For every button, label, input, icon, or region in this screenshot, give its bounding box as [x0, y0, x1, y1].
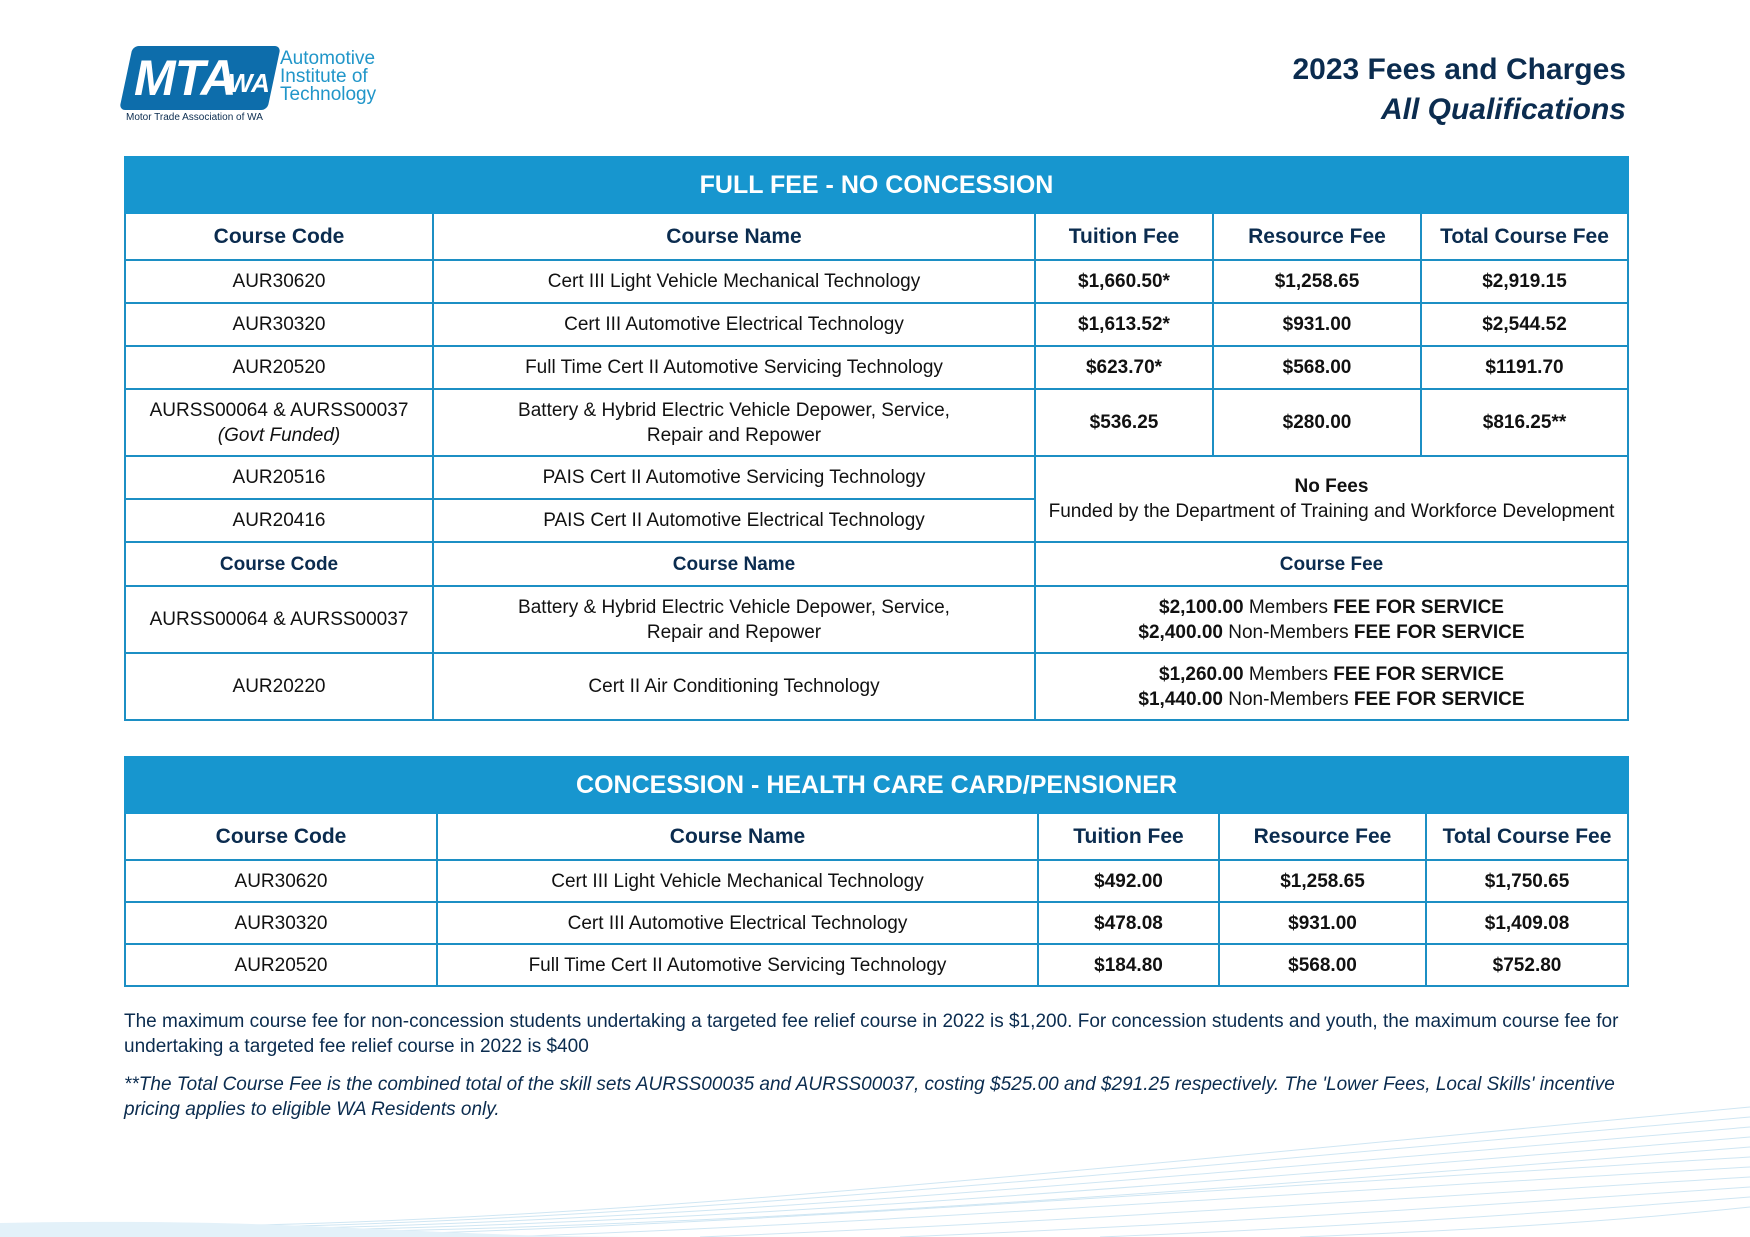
course-name: Cert III Automotive Electrical Technology [433, 303, 1035, 346]
course-code: AURSS00064 & AURSS00037 [125, 586, 433, 653]
resource-fee: $931.00 [1219, 902, 1426, 944]
course-name-line1: Battery & Hybrid Electric Vehicle Depower, Service, [518, 596, 950, 618]
course-name: PAIS Cert II Automotive Electrical Technology [433, 499, 1035, 542]
total-course-fee: $1191.70 [1421, 346, 1628, 389]
non-members-price: $1,440.00 [1138, 688, 1223, 710]
header-tuition-fee: Tuition Fee [1038, 813, 1219, 860]
course-fee [1035, 586, 1628, 653]
members-label: Members [1248, 663, 1329, 685]
fee-for-service-label: FEE FOR SERVICE [1353, 688, 1525, 710]
header-course-code: Course Code [125, 213, 433, 260]
tuition-fee: $1,660.50* [1035, 260, 1213, 303]
total-course-fee: $2,919.15 [1421, 260, 1628, 303]
logo-institute-name [280, 50, 376, 104]
course-name: PAIS Cert II Automotive Servicing Technology [433, 456, 1035, 499]
table-row [125, 902, 1628, 944]
resource-fee: $1,258.65 [1213, 260, 1421, 303]
logo-mark: MTA [134, 50, 236, 106]
title-line2: All Qualifications [1380, 93, 1626, 126]
table-row [125, 860, 1628, 902]
logo-tagline: Motor Trade Association of WA [126, 112, 263, 123]
tuition-fee: $1,613.52* [1035, 303, 1213, 346]
no-fees-cell [1035, 456, 1628, 542]
document-title [1292, 50, 1626, 130]
course-code: AUR20520 [125, 944, 437, 986]
tuition-fee: $536.25 [1035, 389, 1213, 456]
resource-fee: $931.00 [1213, 303, 1421, 346]
course-fee [1035, 653, 1628, 720]
course-name [433, 586, 1035, 653]
non-members-fee-line [1042, 687, 1621, 712]
course-name: Full Time Cert II Automotive Servicing Technology [437, 944, 1038, 986]
course-name: Cert III Light Vehicle Mechanical Technology [433, 260, 1035, 303]
logo-mark-suffix: WA [228, 68, 270, 98]
full-fee-header-row [125, 213, 1628, 260]
concession-banner: CONCESSION - HEALTH CARE CARD/PENSIONER [125, 757, 1628, 813]
course-code-value: AURSS00064 & AURSS00037 [149, 399, 409, 421]
header-total-course-fee: Total Course Fee [1426, 813, 1628, 860]
course-code: AUR30320 [125, 303, 433, 346]
concession-table [124, 756, 1629, 987]
course-name: Cert II Air Conditioning Technology [433, 653, 1035, 720]
full-fee-table [124, 156, 1629, 721]
total-course-fee: $1,750.65 [1426, 860, 1628, 902]
header-resource-fee: Resource Fee [1219, 813, 1426, 860]
header-course-code: Course Code [125, 542, 433, 586]
resource-fee: $568.00 [1213, 346, 1421, 389]
resource-fee: $1,258.65 [1219, 860, 1426, 902]
logo-name-line2: Institute of [280, 66, 368, 87]
header-resource-fee: Resource Fee [1213, 213, 1421, 260]
table-row [125, 260, 1628, 303]
course-name: Cert III Light Vehicle Mechanical Technology [437, 860, 1038, 902]
total-course-fee: $1,409.08 [1426, 902, 1628, 944]
full-fee-banner: FULL FEE - NO CONCESSION [125, 157, 1628, 213]
course-code: AUR20520 [125, 346, 433, 389]
non-members-label: Non-Members [1228, 688, 1349, 710]
table-row [125, 389, 1628, 456]
course-name-line2: Repair and Repower [646, 621, 822, 643]
header-course-name: Course Name [433, 213, 1035, 260]
fee-for-service-label: FEE FOR SERVICE [1333, 663, 1504, 685]
fee-for-service-header-row [125, 542, 1628, 586]
header-course-fee: Course Fee [1035, 542, 1628, 586]
tuition-fee: $478.08 [1038, 902, 1219, 944]
no-fees-subtitle: Funded by the Department of Training and Workforce Development [1048, 501, 1615, 522]
course-code-note: (Govt Funded) [217, 424, 341, 446]
mta-logo [124, 44, 384, 126]
header-course-code: Course Code [125, 813, 437, 860]
logo-name-line3: Technology [280, 84, 377, 105]
table-row [125, 586, 1628, 653]
course-name: Cert III Automotive Electrical Technology [437, 902, 1038, 944]
header-course-name: Course Name [437, 813, 1038, 860]
course-code: AUR30620 [125, 860, 437, 902]
total-course-fee: $816.25** [1421, 389, 1628, 456]
non-members-price: $2,400.00 [1138, 621, 1223, 643]
tuition-fee: $623.70* [1035, 346, 1213, 389]
fee-for-service-label: FEE FOR SERVICE [1353, 621, 1525, 643]
resource-fee: $280.00 [1213, 389, 1421, 456]
course-code: AUR20516 [125, 456, 433, 499]
course-name: Full Time Cert II Automotive Servicing Technology [433, 346, 1035, 389]
table-row [125, 456, 1628, 499]
course-code: AUR30620 [125, 260, 433, 303]
header-total-course-fee: Total Course Fee [1421, 213, 1628, 260]
course-name [433, 389, 1035, 456]
non-members-label: Non-Members [1228, 621, 1349, 643]
members-price: $1,260.00 [1159, 663, 1244, 685]
total-fee-footnote: **The Total Course Fee is the combined total of the skill sets AURSS00035 and AURSS00037, costing $525.00 and $291.25 respectively. The 'Lower Fees, Local Skills' incentive pricing applies to eligible WA Residents only. [124, 1074, 1615, 1120]
table-row [125, 944, 1628, 986]
course-code: AUR30320 [125, 902, 437, 944]
course-code: AUR20220 [125, 653, 433, 720]
table-row [125, 346, 1628, 389]
table-row [125, 653, 1628, 720]
tuition-fee: $184.80 [1038, 944, 1219, 986]
concession-header-row [125, 813, 1628, 860]
no-fees-title: No Fees [1294, 476, 1369, 497]
course-name-line2: Repair and Repower [646, 424, 822, 446]
resource-fee: $568.00 [1219, 944, 1426, 986]
total-course-fee: $2,544.52 [1421, 303, 1628, 346]
tuition-fee: $492.00 [1038, 860, 1219, 902]
course-code: AUR20416 [125, 499, 433, 542]
table-row [125, 303, 1628, 346]
members-fee-line [1042, 595, 1621, 620]
non-members-fee-line [1042, 620, 1621, 645]
max-fee-note: The maximum course fee for non-concession students undertaking a targeted fee relief course in 2022 is $1,200. For concession students and youth, the maximum course fee for undertaking a targeted fee relief course in 2022 is $400 [124, 1011, 1619, 1057]
title-line1: 2023 Fees and Charges [1292, 53, 1626, 86]
fee-for-service-label: FEE FOR SERVICE [1333, 596, 1504, 618]
members-fee-line [1042, 662, 1621, 687]
header-tuition-fee: Tuition Fee [1035, 213, 1213, 260]
course-code [125, 389, 433, 456]
total-course-fee: $752.80 [1426, 944, 1628, 986]
members-label: Members [1248, 596, 1329, 618]
logo-name-line1: Automotive [280, 48, 376, 69]
course-name-line1: Battery & Hybrid Electric Vehicle Depower, Service, [518, 399, 950, 421]
header-course-name: Course Name [433, 542, 1035, 586]
members-price: $2,100.00 [1159, 596, 1244, 618]
